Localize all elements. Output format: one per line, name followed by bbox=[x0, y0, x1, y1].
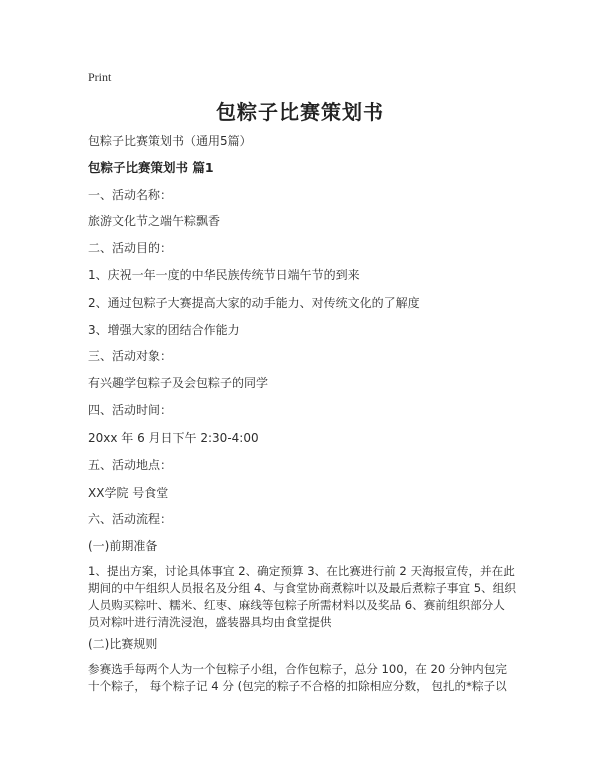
activity-time-text: 20xx 年 6 月日下午 2:30-4:00 bbox=[88, 431, 259, 445]
rules-paragraph: 参赛选手每两个人为一个包粽子小组，合作包粽子，总分 100，在 20 分钟内包完十个粽子， 每个粽子记 4 分 (包完的粽子不合格的扣除相应分数， 包扎的*粽子以 bbox=[88, 662, 507, 693]
audience-text: 有兴趣学包粽子及会包粽子的同学 bbox=[88, 376, 269, 390]
activity-name-text: 旅游文化节之端午粽飘香 bbox=[88, 214, 221, 228]
heading-activity-process: 六、活动流程： bbox=[88, 512, 173, 526]
purpose-item-1: 1、庆祝一年一度的中华民族传统节日端午节的到来 bbox=[88, 268, 360, 282]
preparation-paragraph: 1、提出方案，讨论具体事宜 2、确定预算 3、在比赛进行前 2 天海报宣传，并在此期间的中午组织人员报名及分组 4、与食堂协商煮粽叶以及最后煮粽子事宜 5、组织人员购买粽叶、糯米、红枣、麻线等包粽子所需材料以及奖品 6、赛前组织部分人员对粽叶进行清洗浸泡，盛装器具均由食堂提供 bbox=[88, 564, 516, 629]
print-label[interactable]: Print bbox=[88, 70, 112, 84]
document-title: 包粽子比赛策划书 bbox=[216, 100, 384, 124]
section-heading: 包粽子比赛策划书 篇1 bbox=[88, 160, 214, 175]
subheading-rules: (二)比赛规则 bbox=[88, 637, 158, 651]
heading-activity-name: 一、活动名称： bbox=[88, 188, 173, 202]
heading-activity-time: 四、活动时间： bbox=[88, 403, 173, 417]
heading-activity-purpose: 二、活动目的： bbox=[88, 241, 173, 255]
purpose-item-2: 2、通过包粽子大赛提高大家的动手能力、对传统文化的了解度 bbox=[88, 296, 420, 310]
activity-location-text: XX学院 号食堂 bbox=[88, 486, 169, 500]
heading-activity-audience: 三、活动对象： bbox=[88, 349, 173, 363]
heading-activity-location: 五、活动地点： bbox=[88, 458, 173, 472]
purpose-item-3: 3、增强大家的团结合作能力 bbox=[88, 323, 240, 337]
subheading-preparation: (一)前期准备 bbox=[88, 539, 158, 553]
document-subtitle: 包粽子比赛策划书（通用5篇） bbox=[88, 134, 252, 148]
